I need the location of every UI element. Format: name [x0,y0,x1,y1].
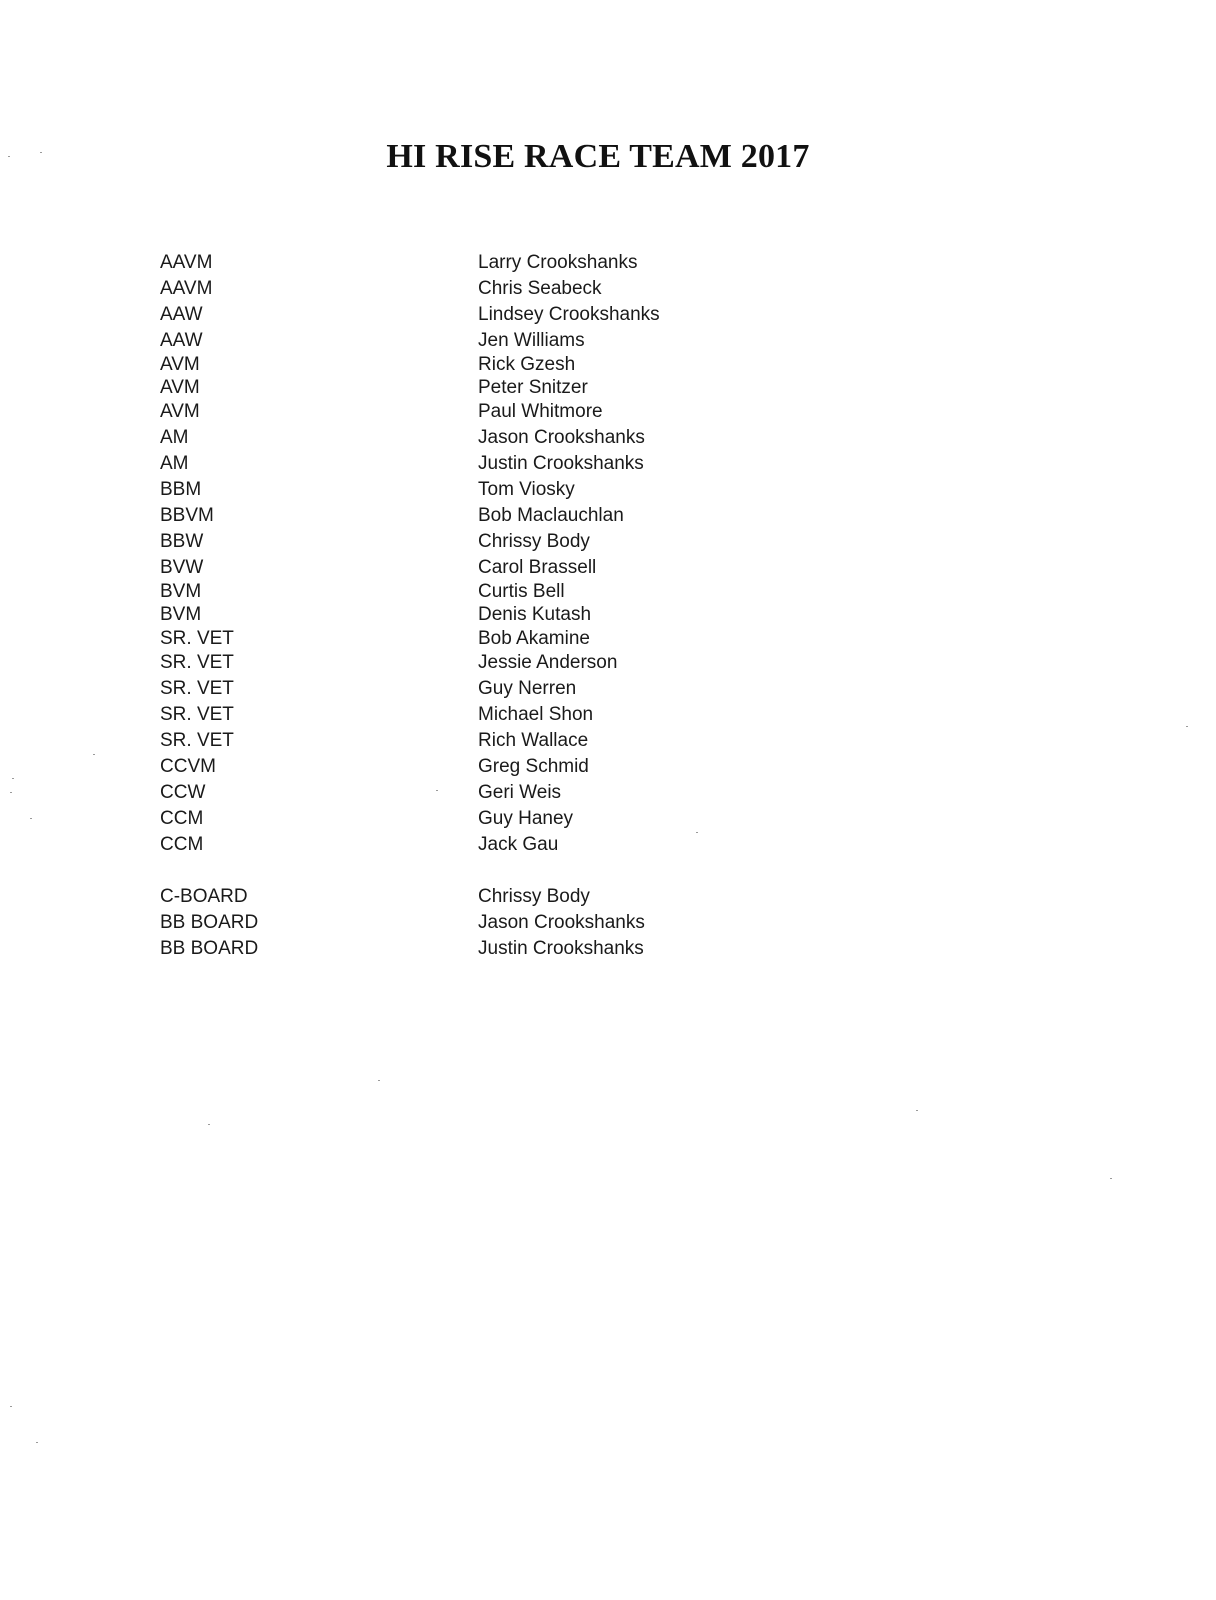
category-label: AAVM [160,252,213,273]
scan-speck [1110,1178,1112,1179]
scan-speck [208,1124,210,1125]
category-label: CCM [160,808,204,829]
category-label: AAVM [160,278,213,299]
category-label: SR. VET [160,652,234,673]
roster-row [0,603,1216,627]
roster-row [0,376,1216,400]
roster-row [0,277,1216,301]
board-row [0,911,1216,935]
scan-speck [93,754,95,755]
category-label: SR. VET [160,704,234,725]
member-name: Peter Snitzer [478,377,588,398]
scan-speck [696,832,698,833]
category-label: AAW [160,304,203,325]
scan-speck [8,156,10,157]
document-title: HI RISE RACE TEAM 2017 [386,138,810,175]
category-label: CCVM [160,756,216,777]
board-category-label: BB BOARD [160,912,259,933]
member-name: Bob Akamine [478,628,590,649]
board-category-label: BB BOARD [160,938,259,959]
member-name: Rich Wallace [478,730,589,751]
scan-speck [36,1442,38,1443]
roster-row [0,580,1216,604]
roster-row [0,329,1216,353]
roster-row [0,400,1216,424]
category-label: SR. VET [160,678,234,699]
scan-speck [1186,726,1188,727]
scan-speck [10,1406,12,1407]
member-name: Guy Nerren [478,678,577,699]
scan-speck [378,1080,380,1081]
roster-row [0,703,1216,727]
roster-row [0,556,1216,580]
board-row [0,885,1216,909]
roster-row [0,452,1216,476]
roster-row [0,651,1216,675]
roster-row [0,677,1216,701]
board-member-name: Chrissy Body [478,886,590,907]
category-label: AAW [160,330,203,351]
category-label: AVM [160,401,200,422]
member-name: Denis Kutash [478,604,592,625]
member-name: Bob Maclauchlan [478,505,624,526]
scan-speck [436,790,438,791]
roster-row [0,530,1216,554]
category-label: AVM [160,377,200,398]
category-label: BVM [160,604,202,625]
board-member-name: Justin Crookshanks [478,938,644,959]
board-row [0,937,1216,961]
member-name: Curtis Bell [478,581,565,602]
category-label: SR. VET [160,730,234,751]
roster-row [0,833,1216,857]
member-name: Lindsey Crookshanks [478,304,660,325]
member-name: Rick Gzesh [478,354,576,375]
roster-row [0,755,1216,779]
roster-row [0,478,1216,502]
roster-row [0,303,1216,327]
category-label: BVW [160,557,204,578]
category-label: CCW [160,782,206,803]
roster-row [0,627,1216,651]
roster-row [0,729,1216,753]
member-name: Carol Brassell [478,557,597,578]
member-name: Geri Weis [478,782,562,803]
category-label: BVM [160,581,202,602]
scan-speck [10,792,12,793]
category-label: AM [160,453,189,474]
member-name: Jason Crookshanks [478,427,645,448]
board-member-name: Jason Crookshanks [478,912,645,933]
scan-speck [916,1110,918,1111]
category-label: BBW [160,531,204,552]
member-name: Michael Shon [478,704,594,725]
category-label: AM [160,427,189,448]
member-name: Tom Viosky [478,479,575,500]
scan-speck [40,152,42,153]
category-label: AVM [160,354,200,375]
member-name: Greg Schmid [478,756,589,777]
scan-speck [12,778,14,779]
roster-row [0,807,1216,831]
member-name: Paul Whitmore [478,401,603,422]
member-name: Jack Gau [478,834,559,855]
member-name: Jessie Anderson [478,652,618,673]
member-name: Chrissy Body [478,531,590,552]
category-label: SR. VET [160,628,234,649]
member-name: Justin Crookshanks [478,453,644,474]
roster-row [0,353,1216,377]
category-label: BBVM [160,505,214,526]
category-label: BBM [160,479,202,500]
member-name: Guy Haney [478,808,574,829]
member-name: Chris Seabeck [478,278,602,299]
roster-row [0,426,1216,450]
member-name: Jen Williams [478,330,585,351]
member-name: Larry Crookshanks [478,252,638,273]
roster-row [0,251,1216,275]
roster-row [0,504,1216,528]
category-label: CCM [160,834,204,855]
scan-speck [30,818,32,819]
roster-row [0,781,1216,805]
board-category-label: C-BOARD [160,886,248,907]
